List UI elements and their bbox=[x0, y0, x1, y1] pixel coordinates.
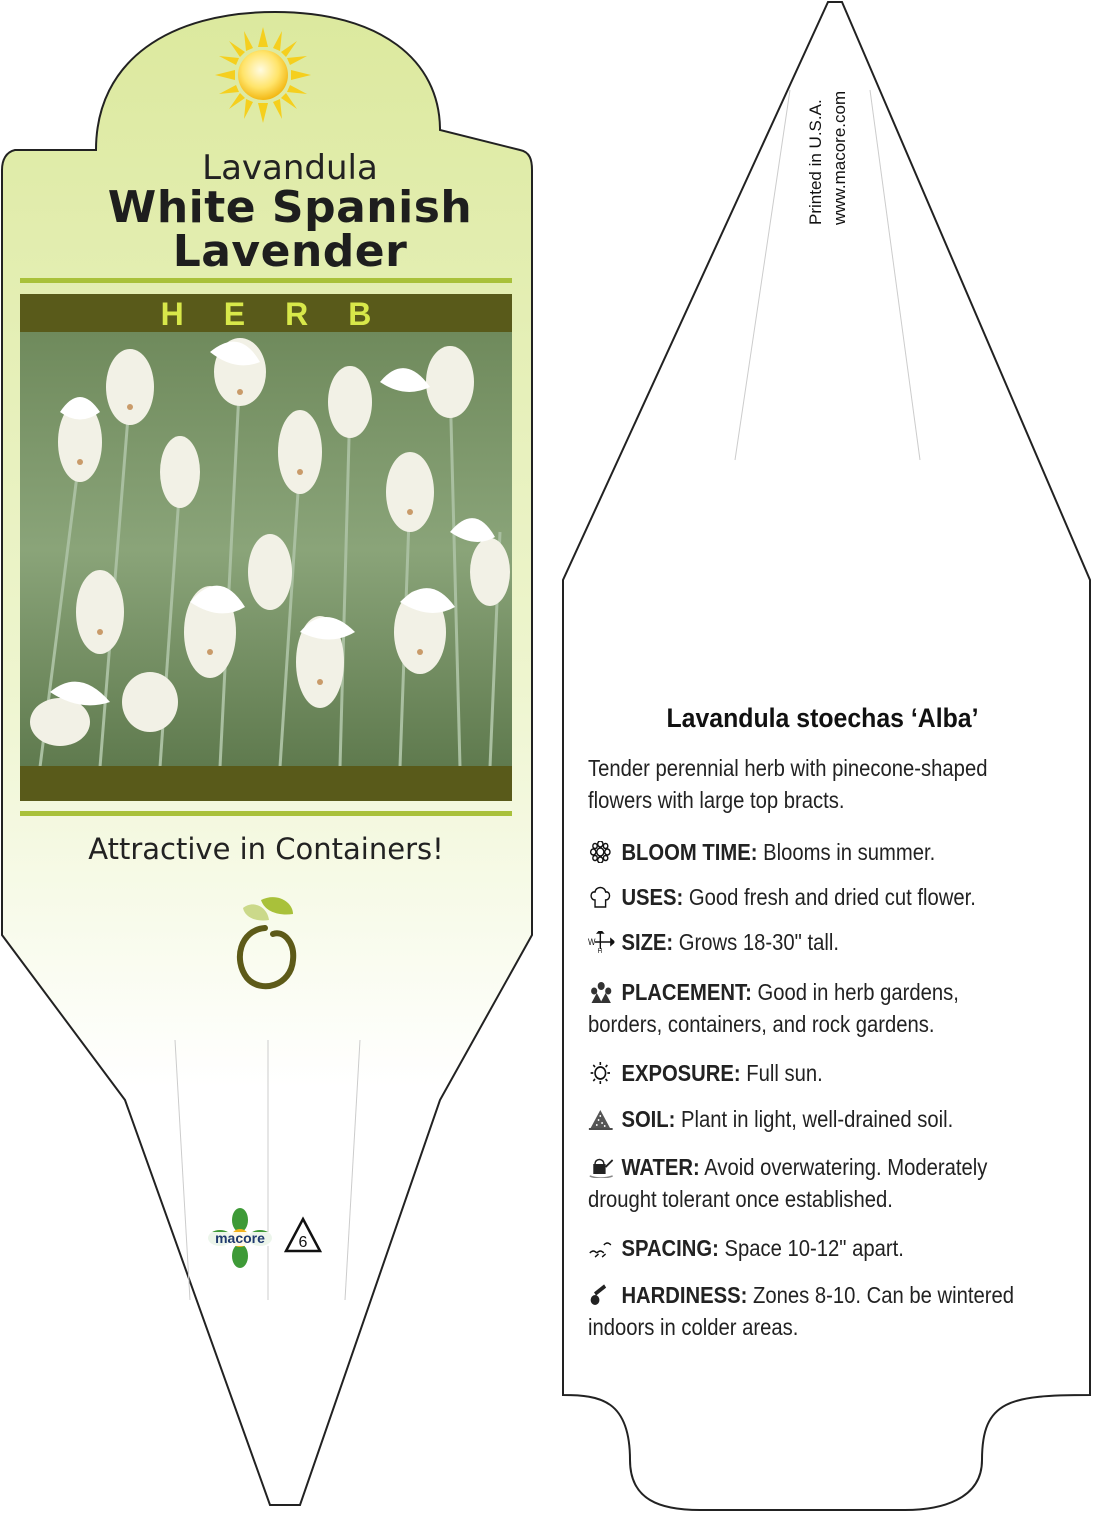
water-text: Avoid overwatering. Moderately drought tolerant once established. bbox=[588, 1154, 988, 1212]
bloom-text: Blooms in summer. bbox=[763, 839, 936, 865]
svg-text:W: W bbox=[588, 936, 596, 948]
spacing-text: Space 10-12" apart. bbox=[724, 1235, 904, 1261]
info-uses bbox=[588, 881, 1028, 913]
info-exposure bbox=[588, 1057, 1028, 1089]
plant-description: Tender perennial herb with pinecone-shaped flowers with large top bracts. bbox=[588, 755, 988, 813]
bloom-label: BLOOM TIME: bbox=[621, 839, 758, 865]
placement-text: Good in herb gardens, borders, containers, and rock gardens. bbox=[588, 979, 959, 1037]
photo-bottom-bar bbox=[20, 766, 512, 801]
soil-label: SOIL: bbox=[621, 1106, 676, 1132]
info-placement bbox=[588, 976, 1028, 1040]
info-hardiness bbox=[588, 1279, 1028, 1343]
placement-label: PLACEMENT: bbox=[621, 979, 752, 1005]
flower-icon bbox=[588, 841, 614, 863]
tagline: Attractive in Containers! bbox=[88, 832, 444, 866]
chef-hat-icon bbox=[588, 886, 614, 908]
exposure-text: Full sun. bbox=[746, 1060, 823, 1086]
brand-text: macore bbox=[215, 1230, 265, 1246]
website: www.macore.com bbox=[830, 90, 849, 225]
exposure-label: EXPOSURE: bbox=[621, 1060, 741, 1086]
soil-text: Plant in light, well-drained soil. bbox=[681, 1106, 954, 1132]
hardiness-label: HARDINESS: bbox=[621, 1282, 748, 1308]
scientific-name: Lavandula stoechas ‘Alba’ bbox=[666, 703, 979, 733]
hardiness-text: Zones 8-10. Can be wintered indoors in colder areas. bbox=[588, 1282, 1015, 1340]
uses-label: USES: bbox=[621, 884, 684, 910]
spacing-icon bbox=[588, 1237, 614, 1259]
common-name bbox=[40, 182, 540, 277]
macore-logo-icon bbox=[205, 1208, 275, 1268]
common-name-line2: Lavender bbox=[172, 226, 408, 277]
svg-text:H: H bbox=[597, 947, 603, 953]
recycle-number: 6 bbox=[298, 1234, 308, 1251]
watering-can-icon bbox=[588, 1156, 614, 1178]
size-arrows-icon bbox=[588, 931, 614, 953]
soil-icon bbox=[588, 1108, 614, 1130]
plants-icon bbox=[588, 981, 614, 1003]
info-spacing bbox=[588, 1232, 1028, 1264]
info-water bbox=[588, 1151, 1028, 1215]
recycle-code-icon bbox=[283, 1216, 323, 1256]
size-text: Grows 18-30" tall. bbox=[678, 929, 839, 955]
printed-in: Printed in U.S.A. bbox=[806, 99, 825, 225]
accent-stripe-bottom bbox=[20, 811, 512, 816]
sun-logo-icon bbox=[213, 25, 313, 125]
leaf-swirl-logo-icon bbox=[225, 890, 305, 995]
info-bloom-time bbox=[588, 836, 1028, 868]
sun-icon bbox=[588, 1062, 614, 1084]
category-bar: HERB bbox=[20, 294, 512, 332]
plant-photo bbox=[20, 332, 512, 767]
accent-stripe-top bbox=[20, 278, 512, 283]
info-soil bbox=[588, 1103, 1028, 1135]
water-label: WATER: bbox=[621, 1154, 700, 1180]
latin-name: Lavandula bbox=[202, 148, 378, 188]
uses-text: Good fresh and dried cut flower. bbox=[688, 884, 976, 910]
info-size bbox=[588, 926, 1028, 958]
size-label: SIZE: bbox=[621, 929, 674, 955]
common-name-line1: White Spanish bbox=[107, 182, 473, 233]
thermometer-icon bbox=[588, 1284, 614, 1306]
spacing-label: SPACING: bbox=[621, 1235, 719, 1261]
